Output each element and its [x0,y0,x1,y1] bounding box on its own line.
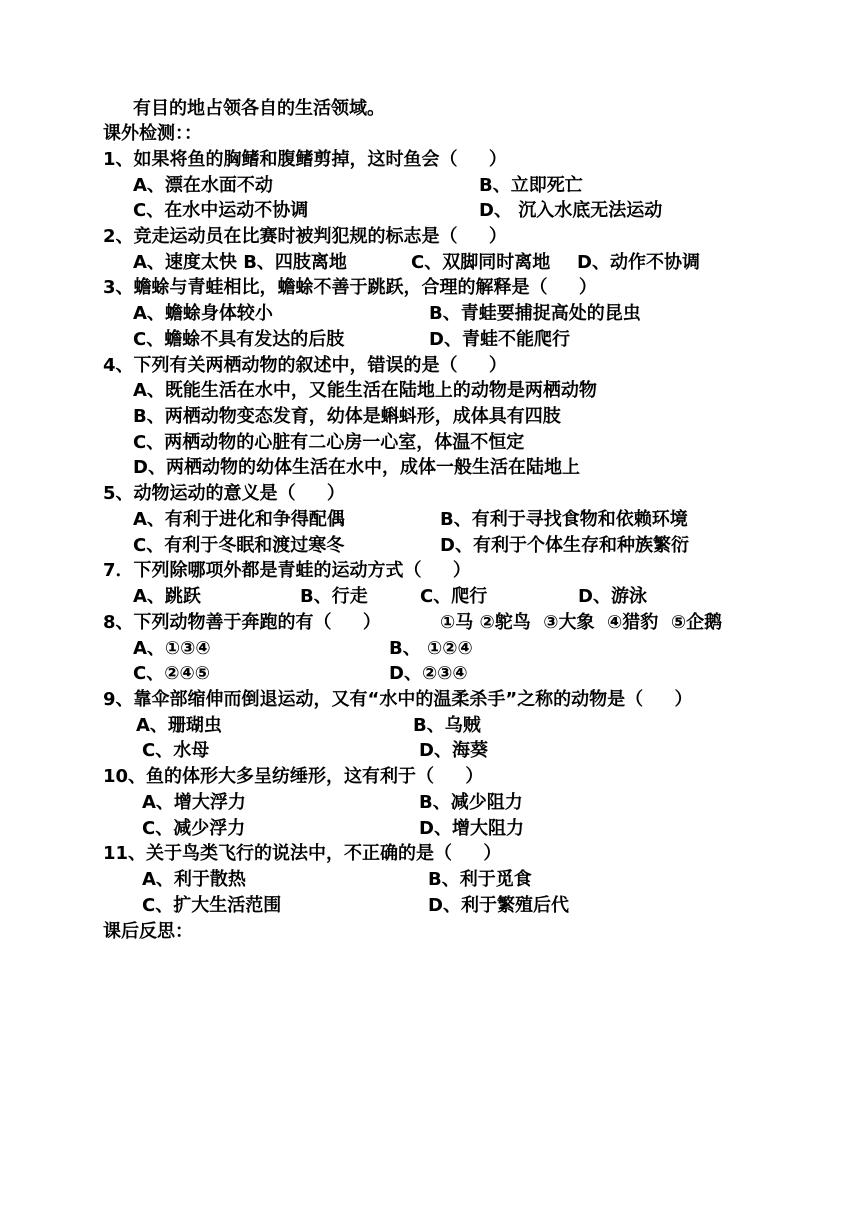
question-5-option-a: A、有利于进化和争得配偶 [133,509,345,530]
question-3-stem: 3、蟾蜍与青蛙相比，蟾蜍不善于跳跃，合理的解释是（ ） [103,277,597,298]
question-2-stem: 2、竞走运动员在比赛时被判犯规的标志是（ ） [103,226,507,247]
question-3-option-a: A、蟾蜍身体较小 [133,303,273,324]
question-1-option-a: A、漂在水面不动 [133,175,273,196]
question-5-option-b: B、有利于寻找食物和依赖环境 [440,509,688,530]
question-11-option-b: B、利于觅食 [428,869,532,890]
question-11-option-c: C、扩大生活范围 [142,895,282,916]
question-2-option-c: C、双脚同时离地 [411,252,551,273]
question-8-option-b: B、 ①②④ [389,638,473,659]
question-7-stem: 7．下列除哪项外都是青蛙的运动方式（ ） [103,560,471,581]
question-3-option-b: B、青蛙要捕捉高处的昆虫 [429,303,641,324]
question-11-option-d: D、利于繁殖后代 [428,895,569,916]
question-11-option-a: A、利于散热 [142,869,246,890]
question-7-option-d: D、游泳 [578,586,647,607]
question-10-option-c: C、减少浮力 [142,818,246,839]
question-8-animal-list: ①马 ②鸵鸟 ③大象 ④猎豹 ⑤企鹅 [440,612,723,633]
question-1-option-d: D、 沉入水底无法运动 [479,200,663,221]
question-10-stem: 10、鱼的体形大多呈纺缍形，这有利于（ ） [103,766,484,787]
question-9-option-b: B、乌贼 [413,715,481,736]
question-8-option-a: A、①③④ [133,638,211,659]
section-heading-reflection: 课后反思： [103,921,193,942]
question-4-option-b: B、两栖动物变态发育，幼体是蝌蚪形，成体具有四肢 [133,406,561,427]
question-4-option-c: C、两栖动物的心脏有二心房一心室，体温不恒定 [133,432,525,453]
question-9-option-d: D、海葵 [419,740,488,761]
question-7-option-a: A、跳跃 [133,586,201,607]
question-1-stem: 1、如果将鱼的胸鳍和腹鳍剪掉，这时鱼会（ ） [103,149,507,170]
question-1-option-c: C、在水中运动不协调 [133,200,309,221]
question-5-stem: 5、动物运动的意义是（ ） [103,483,345,504]
question-4-option-a: A、既能生活在水中，又能生活在陆地上的动物是两栖动物 [133,380,597,401]
question-9-option-c: C、水母 [142,740,210,761]
question-4-option-d: D、两栖动物的幼体生活在水中，成体一般生活在陆地上 [133,457,580,478]
question-5-option-d: D、有利于个体生存和种族繁衍 [440,535,689,556]
question-10-option-a: A、增大浮力 [142,792,246,813]
question-4-stem: 4、下列有关两栖动物的叙述中，错误的是（ ） [103,355,507,376]
question-7-option-b: B、行走 [300,586,368,607]
question-8-stem: 8、下列动物善于奔跑的有（ ） [103,612,381,633]
question-2-option-d: D、动作不协调 [577,252,700,273]
intro-line: 有目的地占领各自的生活领域。 [133,98,385,119]
question-11-stem: 11、关于鸟类飞行的说法中，不正确的是（ ） [103,843,502,864]
question-10-option-d: D、增大阻力 [419,818,524,839]
question-9-stem: 9、靠伞部缩伸而倒退运动，又有“水中的温柔杀手”之称的动物是（ ） [103,689,693,710]
question-5-option-c: C、有利于冬眠和渡过寒冬 [133,535,345,556]
question-8-option-c: C、②④⑤ [133,663,210,684]
question-7-option-c: C、爬行 [420,586,488,607]
question-9-option-a: A、珊瑚虫 [136,715,222,736]
question-8-option-d: D、②③④ [389,663,468,684]
question-2-option-ab: A、速度太快 B、四肢离地 [133,252,347,273]
question-1-option-b: B、立即死亡 [479,175,583,196]
question-3-option-c: C、蟾蜍不具有发达的后肢 [133,329,345,350]
question-10-option-b: B、减少阻力 [419,792,523,813]
section-heading-practice: 课外检测：： [103,123,202,144]
question-3-option-d: D、青蛙不能爬行 [429,329,570,350]
